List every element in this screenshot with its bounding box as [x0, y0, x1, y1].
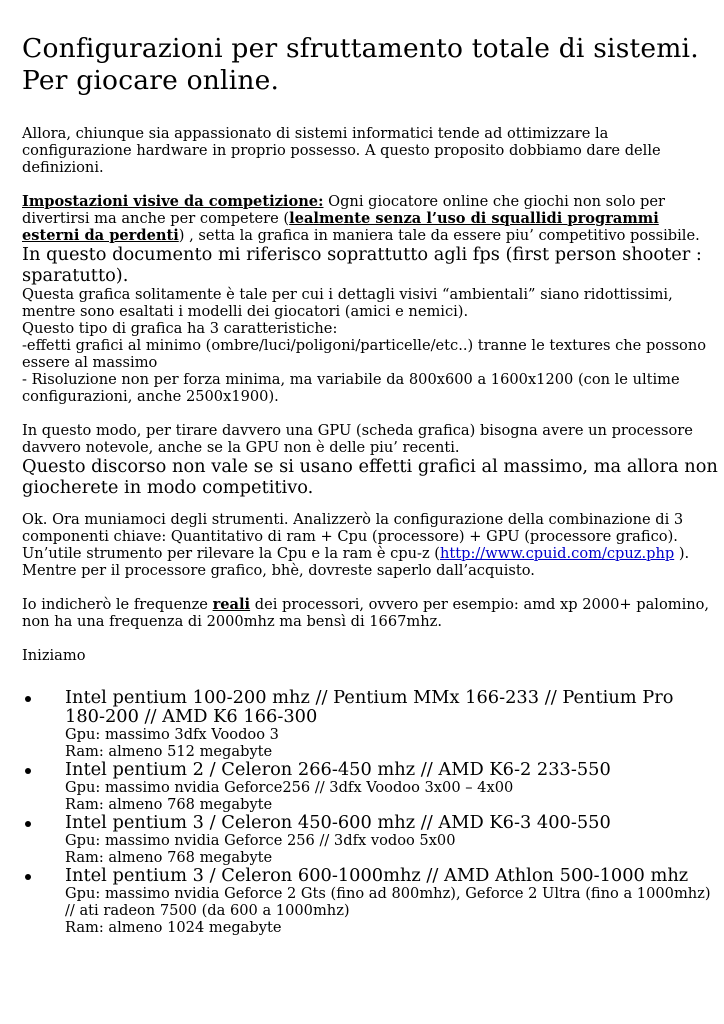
- start-label: Iniziamo: [22, 647, 86, 664]
- fps-note: In questo documento mi riferisco soprattutto agli fps (first person shooter : sparatutto).: [22, 244, 702, 286]
- config-gpu: Gpu: massimo nvidia Geforce 2 Gts (fino ad 800mhz), Geforce 2 Ultra (fino a 1000mhz) // ati radeon 7500 (da 600 a 1000mhz): [65, 885, 711, 919]
- config-cpu: Intel pentium 2 / Celeron 266-450 mhz // AMD K6-2 233-550: [65, 759, 611, 780]
- graphics-line-1: Questa grafica solitamente è tale per cui i dettagli visivi “ambientali” siano ridottissimi, mentre sono esaltati i modelli dei giocatori (amici e nemici).: [22, 286, 673, 320]
- config-ram: Ram: almeno 1024 megabyte: [65, 919, 282, 936]
- config-item: [22, 760, 718, 813]
- max-effects-note: Questo discorso non vale se si usano effetti grafici al massimo, ma allora non giocherete in modo competitivo.: [22, 456, 718, 498]
- graphics-line-4: - Risoluzione non per forza minima, ma variabile da 800x600 a 1600x1200 (con le ultime configurazioni, anche 2500x1900).: [22, 371, 680, 405]
- bullet-icon: [25, 696, 31, 702]
- graphics-line-2: Questo tipo di grafica ha 3 caratteristiche:: [22, 320, 338, 337]
- frequency-emphasis: reali: [212, 596, 251, 613]
- config-cpu: Intel pentium 3 / Celeron 450-600 mhz // AMD K6-3 400-550: [65, 812, 611, 833]
- config-cpu: Intel pentium 3 / Celeron 600-1000mhz // AMD Athlon 500-1000 mhz: [65, 865, 689, 886]
- visual-settings-emphasis: lealmente senza l’uso di squallidi programmi esterni da perdenti: [22, 210, 659, 244]
- config-item: [22, 688, 718, 760]
- cpuz-link[interactable]: http://www.cpuid.com/cpuz.php: [439, 545, 675, 562]
- visual-settings-text-b: ) , setta la grafica in maniera tale da essere piu’ competitivo possibile.: [178, 227, 700, 244]
- title-line-1: Configurazioni per sfruttamento totale di sistemi.: [22, 33, 699, 64]
- tools-text-c: Mentre per il processore grafico, bhè, dovreste saperlo dall’acquisto.: [22, 562, 535, 579]
- visual-settings-heading: Impostazioni visive da competizione:: [22, 193, 324, 210]
- config-ram: Ram: almeno 768 megabyte: [65, 849, 273, 866]
- config-ram: Ram: almeno 512 megabyte: [65, 743, 273, 760]
- bullet-icon: [25, 768, 31, 774]
- frequency-text-a: Io indicherò le frequenze: [22, 596, 213, 613]
- frequency-paragraph: [22, 596, 718, 630]
- gpu-note: In questo modo, per tirare davvero una GPU (scheda grafica) bisogna avere un processore davvero notevole, anche se la GPU non è delle piu’ recenti.: [22, 422, 693, 456]
- visual-settings-text-a: Ogni giocatore online che giochi non solo per divertirsi ma anche per competere (: [22, 193, 665, 227]
- config-gpu: Gpu: massimo nvidia Geforce256 // 3dfx Voodoo 3x00 – 4x00: [65, 779, 514, 796]
- config-gpu: Gpu: massimo nvidia Geforce 256 // 3dfx vodoo 5x00: [65, 832, 456, 849]
- config-ram: Ram: almeno 768 megabyte: [65, 796, 273, 813]
- frequency-text-b: dei processori, ovvero per esempio: amd xp 2000+ palomino, non ha una frequenza di 2000mhz ma bensì di 1667mhz.: [22, 596, 710, 630]
- config-cpu: Intel pentium 100-200 mhz // Pentium MMx 166-233 // Pentium Pro 180-200 // AMD K6 166-300: [65, 687, 674, 727]
- config-list: [22, 688, 718, 936]
- document-title: [22, 33, 718, 97]
- title-line-2: Per giocare online.: [22, 65, 280, 96]
- tools-paragraph: [22, 511, 718, 579]
- intro-paragraph: Allora, chiunque sia appassionato di sistemi informatici tende ad ottimizzare la configurazione hardware in proprio possesso. A questo proposito dobbiamo dare delle definizioni.: [22, 125, 661, 176]
- tools-text-b: ).: [674, 545, 690, 562]
- graphics-line-3: -effetti grafici al minimo (ombre/luci/poligoni/particelle/etc..) tranne le textures che possono essere al massimo: [22, 337, 707, 371]
- bullet-icon: [25, 874, 31, 880]
- visual-settings-paragraph: [22, 193, 718, 244]
- document-page: [22, 0, 718, 936]
- config-item: [22, 813, 718, 866]
- config-item: [22, 866, 718, 936]
- tools-text-a: Ok. Ora muniamoci degli strumenti. Analizzerò la configurazione della combinazione di 3 componenti chiave: Quantitativo di ram + Cpu (processore) + GPU (processore grafico). Un’utile strumento per rilevare la Cpu e la ram è cpu-z (: [22, 511, 684, 562]
- config-gpu: Gpu: massimo 3dfx Voodoo 3: [65, 726, 279, 743]
- bullet-icon: [25, 821, 31, 827]
